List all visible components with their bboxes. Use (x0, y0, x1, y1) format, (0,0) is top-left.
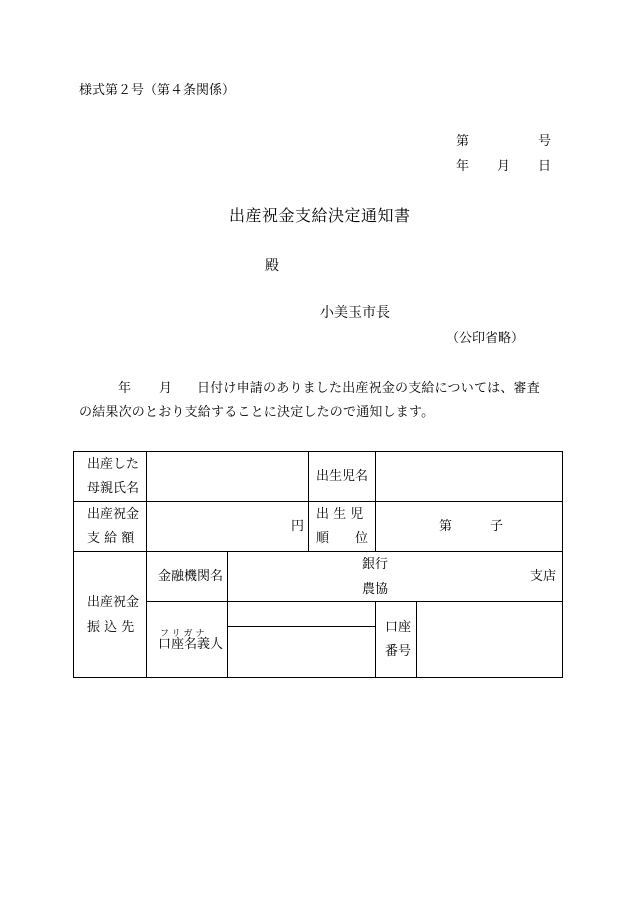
account-number-label-1: 口座 (385, 620, 412, 635)
amount-label-2: 支 給 額 (87, 531, 135, 546)
issuer: 小美玉市長 (320, 305, 390, 321)
transfer-label-2: 振 込 先 (87, 620, 135, 635)
child-name-field[interactable] (377, 453, 561, 500)
addressee-suffix: 殿 (265, 258, 279, 274)
amount-label-1: 出産祝金 (87, 507, 140, 522)
account-holder-label: 口座名義人 (158, 637, 224, 652)
form-label: 様式第２号（第４条関係） (79, 83, 236, 98)
bank-suffix: 銀行 (362, 557, 389, 572)
birth-order-label-1: 出 生 児 (316, 507, 364, 522)
body-line2: の結果次のとおり支給することに決定したので通知します。 (79, 405, 435, 420)
doc-date-month: 月 (497, 159, 511, 174)
branch-name-field[interactable] (395, 553, 525, 600)
birth-order-dai: 第 (439, 519, 453, 534)
holder-name-field[interactable] (229, 628, 374, 676)
yen-unit: 円 (291, 519, 305, 534)
document-title: 出産祝金支給決定通知書 (229, 206, 411, 225)
seal-note: （公印省略） (446, 331, 525, 346)
birth-order-field[interactable] (454, 503, 484, 550)
body-line1: 日付け申請のありました出産祝金の支給については、審査 (197, 381, 540, 396)
doc-date-year: 年 (456, 159, 470, 174)
branch-suffix: 支店 (530, 569, 557, 584)
child-name-label: 出生児名 (316, 469, 369, 484)
doc-number-go: 号 (538, 134, 552, 149)
birth-order-label-2: 順 位 (316, 531, 369, 546)
mother-label-2: 母親氏名 (87, 481, 140, 496)
bank-label: 金融機関名 (158, 569, 224, 584)
holder-furigana-field[interactable] (229, 603, 374, 625)
body-year: 年 (118, 381, 132, 396)
mother-label-1: 出産した (87, 457, 140, 472)
transfer-label-1: 出産祝金 (87, 595, 140, 610)
doc-date-day: 日 (538, 159, 552, 174)
nokyo-suffix: 農協 (362, 582, 389, 597)
account-number-label-2: 番号 (385, 644, 412, 659)
doc-number-dai: 第 (456, 134, 470, 149)
account-number-field[interactable] (418, 603, 561, 676)
body-month: 月 (159, 381, 173, 396)
mother-name-field[interactable] (148, 453, 307, 500)
bank-name-field[interactable] (229, 553, 359, 600)
amount-field[interactable] (148, 503, 288, 550)
birth-order-ko: 子 (490, 519, 504, 534)
furigana-label: フリガナ (160, 629, 208, 639)
